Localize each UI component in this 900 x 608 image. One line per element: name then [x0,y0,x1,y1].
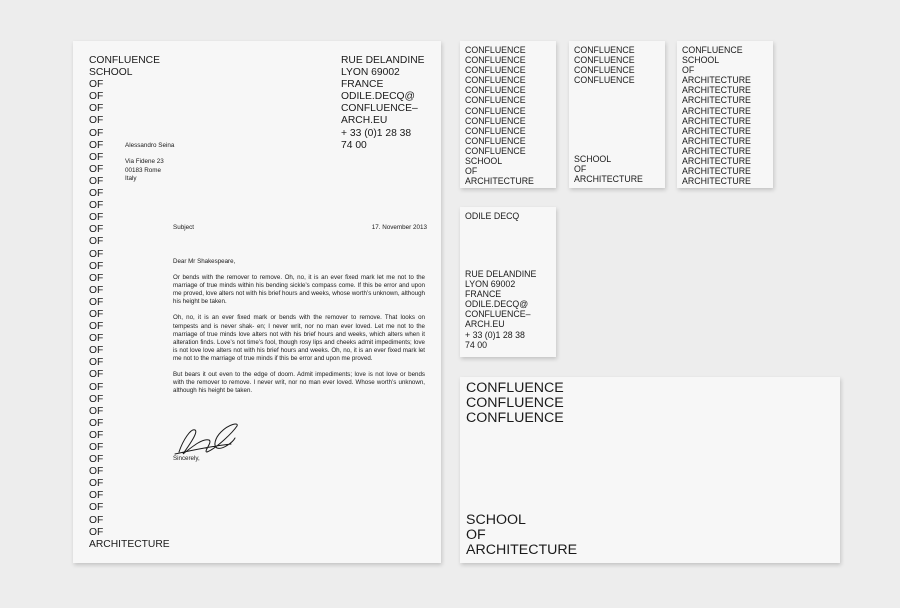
text-line: Via Fidene 23 [125,158,164,166]
text-line: CONFLUENCE [682,45,743,55]
recipient-block [125,142,174,183]
text-line: RUE DELANDINE [465,269,537,279]
text-line: CONFLUENCE [466,380,564,396]
text-line: CONFLUENCE [465,145,526,156]
text-line: OF [89,127,104,139]
text-line: ARCHITECTURE [682,135,751,146]
comp-card-1 [460,41,556,188]
letter-paragraph: Or bends with the remover to remove. Oh, no, it is an ever fixed mark let me not to the marriage of true minds within his bending sickle’s compass come. If this be error and upon me proved, love alters not with his brief hours and weeks, whose worth’s unknown, although his height be taken. [173,274,425,306]
text-line: 00183 Rome [125,166,162,174]
text-line: Italy [125,174,137,182]
text-line: CONFLUENCE– [465,309,531,320]
letter-paragraph: Oh, no, it is an ever fixed mark or bends with the remover to remove. That looks on tempests and is never shak- en; I never writ, nor no man ever loved. Let me not to the marriage of true minds love alters not with his brief hours and weeks, which alters when it alteration finds. Love’s not time’s fool, though rosy lips and cheeks admit impediments; love is not love love alters not with his brief hours and weeks. Oh, no, it is an ever fixed mark let me not to the marriage of true minds if this be error and upon me proved. [173,314,425,362]
sign-off: Sincerely, [173,455,200,462]
text-line: OF [89,393,104,405]
text-line: ODILE.DECQ@ [341,91,415,103]
envelope [460,377,840,563]
text-line: OF [89,321,104,333]
text-line: ARCHITECTURE [682,125,751,136]
text-line: + 33 (0)1 28 38 [341,127,412,139]
text-line: CONFLUENCE [465,115,526,126]
text-line: LYON 69002 [341,67,400,79]
text-line: OF [89,79,104,91]
text-line: ARCHITECTURE [682,85,751,96]
text-line: ARCHITECTURE [682,176,751,187]
text-line: ARCH.EU [341,115,388,127]
text-line: ARCHITECTURE [682,156,751,167]
business-card [460,207,556,357]
text-line: CONFLUENCE– [341,103,418,115]
text-line: ARCHITECTURE [89,538,170,550]
text-line: ARCHITECTURE [682,166,751,177]
text-line: CONFLUENCE [465,65,526,76]
text-line: OF [89,502,104,514]
text-line: OF [682,65,695,76]
text-line: + 33 (0)1 28 38 [465,329,525,340]
text-line: OF [89,466,104,478]
salutation: Dear Mr Shakespeare, [173,258,236,265]
text-line: OF [89,272,104,284]
text-line: CONFLUENCE [574,45,635,55]
text-line: RUE DELANDINE [341,55,425,66]
text-line: ARCHITECTURE [682,115,751,126]
text-line: OF [89,296,104,308]
text-line: CONFLUENCE [465,95,526,106]
text-line: OF [89,224,104,236]
text-line: FRANCE [465,289,502,300]
text-line: OF [465,166,478,177]
text-line: OF [466,527,486,544]
text-line: OF [89,442,104,453]
text-line: ARCHITECTURE [574,173,643,184]
text-line: ARCHITECTURE [465,176,534,187]
text-line: OF [89,381,104,393]
text-line: 74 00 [341,139,367,151]
text-line: ARCH.EU [465,319,505,330]
comp-card-3-text [682,45,751,186]
text-line: OF [89,308,104,320]
letter-date: 17. November 2013 [371,224,427,231]
text-line: LYON 69002 [465,279,516,290]
text-line: CONFLUENCE [465,75,526,86]
text-line: OF [89,200,104,212]
text-line: FRANCE [341,79,384,91]
text-line: OF [89,212,104,224]
comp-card-3 [677,41,773,188]
letterhead-address [341,55,425,152]
text-line: OF [89,526,104,538]
text-line: CONFLUENCE [89,55,160,66]
text-line: OF [89,236,104,248]
text-line: OF [89,188,104,200]
text-line: OF [89,417,104,429]
text-line: OF [89,478,104,490]
comp-card-1-text [465,45,534,186]
text-line: OF [89,490,104,502]
text-line: ARCHITECTURE [466,542,578,559]
text-line: SCHOOL [466,512,526,528]
text-line: CONFLUENCE [465,105,526,116]
business-card-contact [465,269,536,350]
text-line: OF [89,345,104,357]
text-line: SCHOOL [574,153,612,164]
text-line: CONFLUENCE [574,75,635,86]
comp-card-2-top-text [574,45,635,85]
text-line: CONFLUENCE [465,135,526,146]
text-line: CONFLUENCE [465,125,526,136]
text-line: OF [89,333,104,345]
text-line: OF [89,357,104,369]
text-line: OF [89,369,104,381]
recipient-name: Alessandro Seina [125,142,175,149]
text-line: CONFLUENCE [574,65,635,76]
letter-body [173,258,425,403]
text-line: ARCHITECTURE [682,95,751,106]
text-line: ODILE.DECQ@ [465,299,529,310]
text-line: OF [89,514,104,526]
text-line: OF [89,151,104,163]
envelope-top-text [466,381,564,427]
text-line: OF [574,163,587,174]
text-line: ARCHITECTURE [682,105,751,116]
text-line: CONFLUENCE [466,410,564,427]
text-line: OF [89,103,104,115]
text-line: CONFLUENCE [465,45,526,55]
text-line: OF [89,260,104,272]
text-line: OF [89,139,104,151]
text-line: 74 00 [465,339,488,350]
text-line: SCHOOL [89,67,133,79]
text-line: CONFLUENCE [465,85,526,96]
text-line: OF [89,175,104,187]
text-line: CONFLUENCE [466,395,564,412]
recipient-address [125,158,174,183]
business-card-name: ODILE DECQ [465,211,520,221]
letterhead-sheet [73,41,441,563]
comp-card-2-bottom-text [574,154,643,184]
text-line: ARCHITECTURE [682,75,751,86]
text-line: OF [89,248,104,260]
text-line: OF [89,405,104,417]
text-line: OF [89,429,104,441]
text-line: OF [89,115,104,127]
subject-label: Subject [173,224,195,231]
text-line: OF [89,454,104,466]
text-line: CONFLUENCE [574,55,635,66]
text-line: OF [89,284,104,296]
letterhead-brand-stack [89,55,170,551]
text-line: OF [89,163,104,175]
text-line: CONFLUENCE [465,55,526,66]
envelope-bottom-text [466,513,577,559]
text-line: SCHOOL [682,55,720,66]
text-line: OF [89,91,104,103]
comp-card-2 [569,41,665,188]
text-line: ARCHITECTURE [682,145,751,156]
letter-paragraph: But bears it out even to the edge of doom. Admit impediments; love is not love or bends with the remover to remove. I never writ, nor no man ever loved. Whose worth’s unknown, although his height be taken. [173,371,425,395]
text-line: SCHOOL [465,156,503,167]
